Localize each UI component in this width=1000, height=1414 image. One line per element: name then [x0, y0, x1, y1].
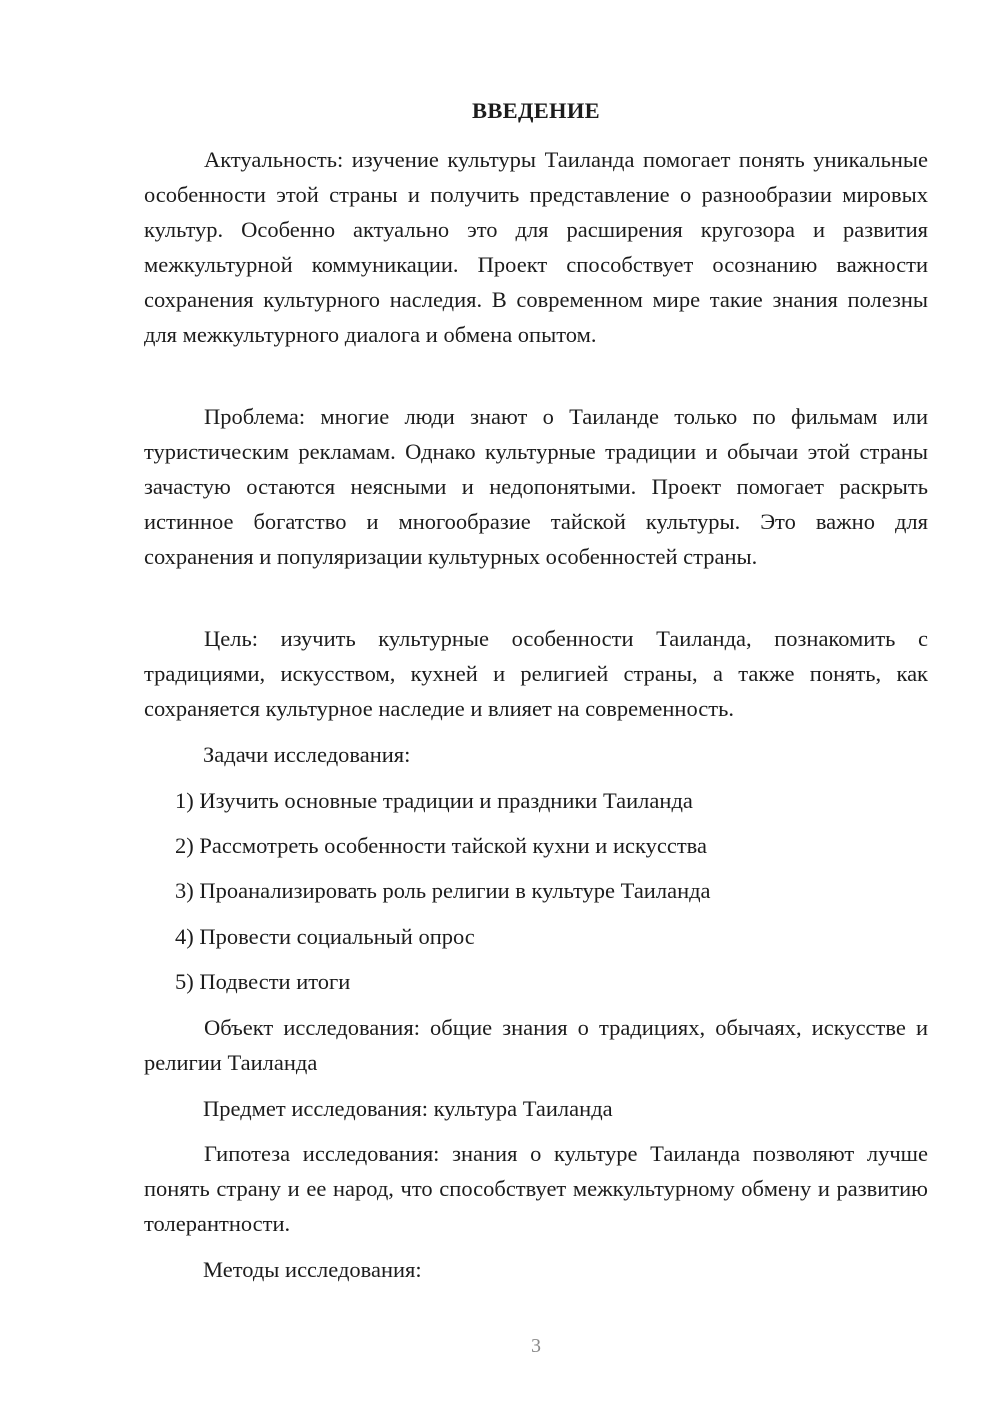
task-item-4: 4) Провести социальный опрос [175, 924, 475, 949]
paragraph-object: Объект исследования: общие знания о традициях, обычаях, искусстве и религии Таиланда [144, 1015, 928, 1075]
task-item-3: 3) Проанализировать роль религии в культуре Таиланда [175, 878, 711, 903]
page-heading: ВВЕДЕНИЕ [472, 98, 600, 123]
paragraph-relevance: Актуальность: изучение культуры Таиланда помогает понять уникальные особенности этой страны и получить представление о разнообразии мировых культур. Особенно актуально это для расширения кругозора и развития межкультурной коммуникации. Проект способствует осознанию важности сохранения культурного наследия. В современном мире такие знания полезны для межкультурного диалога и обмена опытом. [144, 147, 928, 347]
paragraph-problem: Проблема: многие люди знают о Таиланде только по фильмам или туристическим рекламам. Однако культурные традиции и обычаи этой страны зачастую остаются неясными и недопонятыми. Проект помогает раскрыть истинное богатство и многообразие тайской культуры. Это важно для сохранения и популяризации культурных особенностей страны. [144, 404, 928, 569]
task-item-1: 1) Изучить основные традиции и праздники Таиланда [175, 788, 693, 813]
paragraph-goal: Цель: изучить культурные особенности Таиланда, познакомить с традициями, искусством, кухней и религией страны, а также понять, как сохраняется культурное наследие и влияет на современность. [144, 626, 928, 721]
task-item-2: 2) Рассмотреть особенности тайской кухни и искусства [175, 833, 707, 858]
paragraph-hypothesis: Гипотеза исследования: знания о культуре Таиланда позволяют лучше понять страну и ее народ, что способствует межкультурному обмену и развитию толерантности. [144, 1141, 928, 1236]
tasks-title: Задачи исследования: [203, 742, 411, 767]
page-number: 3 [531, 1335, 541, 1357]
methods-title: Методы исследования: [203, 1257, 422, 1282]
paragraph-subject: Предмет исследования: культура Таиланда [203, 1096, 613, 1121]
task-item-5: 5) Подвести итоги [175, 969, 351, 994]
